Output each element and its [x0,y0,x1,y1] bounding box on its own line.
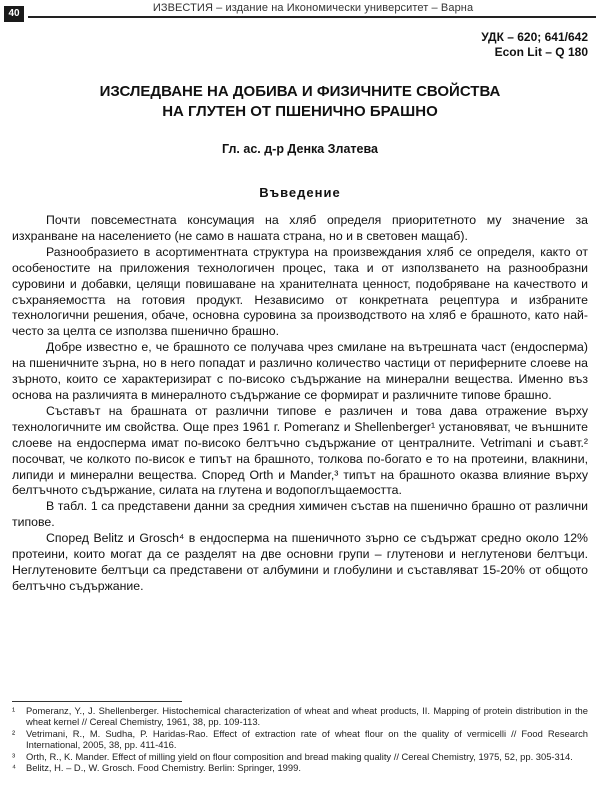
footnote-number: ⁴ [12,762,17,774]
footnote [12,728,588,751]
footnote-text: Belitz, H. – D., W. Grosch. Food Chemistry. Berlin: Springer, 1999. [26,762,301,774]
paragraph: В табл. 1 са представени данни за средния химичен състав на пшенично брашно от различни типове. [12,499,588,530]
footnote-number: ² [12,727,16,739]
article-body [12,213,588,595]
paragraph: Почти повсеместната консумация на хляб определя приоритетното му значение за изхранване на населението (не само в нашата страна, но и в световен мащаб). [12,213,588,243]
paragraph: Добре известно е, че брашното се получава чрез смилане на вътрешната част (ендосперма) на пшеничните зърна, но в него попадат и различно количество частици от периферните слоеве на зърното, които се характеризират с по-високо съдържание на минерални вещества. Именно въз основа на различията в минералното съдържание се формират и различните типове брашно. [12,340,588,402]
econlit-code: Econ Lit – Q 180 [494,45,588,59]
footnote-text: Pomeranz, Y., J. Shellenberger. Histochemical characterization of wheat and wheat products, II. Mapping of protein distribution in the wheat kernel // Cereal Chemistry, 1961, 38, pp. 109-113. [26,705,588,728]
classification-codes [481,30,588,60]
section-heading: Въведение [259,185,341,200]
header-rule [28,16,596,18]
title-line-2: НА ГЛУТЕН ОТ ПШЕНИЧНО БРАШНО [162,103,438,120]
paragraph: Разнообразието в асортиментната структура на произвеждания хляб се определя, както от особеностите на приложения технологичен процес, така и от използването на разнообразни суровини и добавки, целящи повишаване на хранителната ценност, подобряване на качеството и съхраняемостта на готовия продукт. Независимо от конкретната рецептура и избраните технологични решения, обаче, основна суровина за производството на хляб е брашното, като най-често за целта се използва пшенично брашно. [12,244,588,339]
udk-code: УДК – 620; 641/642 [481,30,588,44]
footnote [12,762,588,773]
running-head: ИЗВЕСТИЯ – издание на Икономически университет – Варна [152,2,474,14]
paragraph: Според Belitz и Grosch⁴ в ендосперма на пшеничното зърно се съдържат средно около 12% протеини, които могат да се разделят на две основни групи – глутенови и неглутенови белтъци. Неглутеновите белтъци са представени от албумини и глобулини и съставляват 15-20% от общото белтъчно съдържание. [12,531,588,593]
footnotes [12,705,588,773]
footnote-number: ¹ [12,705,16,716]
paragraph: Съставът на брашната от различни типове е различен и това дава отражение върху технологичните им свойства. Още през 1961 г. Pomeranz и Shellenberger¹ установяват, че външните слоеве на ендосперма имат по-високо белтъчно съдържание от централните. Vetrimani и съавт.² посочват, че колкото по-висок е типът на брашното, толкова по-богато е то на протеини, влакнини, липиди и минерални вещества. Според Orth и Mander,³ типът на брашното оказва влияние върху белтъчното съдържание, силата на глутена и водопоглъщаемостта. [12,403,588,498]
footnote [12,751,588,762]
footnote-rule [12,701,182,702]
footnote [12,705,588,728]
footnote-text: Orth, R., K. Mander. Effect of milling yield on flour composition and bread making quality // Cereal Chemistry, 1975, 52, pp. 305-314. [26,750,573,762]
title-line-1: ИЗСЛЕДВАНЕ НА ДОБИВА И ФИЗИЧНИТЕ СВОЙСТВА [99,83,501,100]
footnote-number: ³ [12,750,16,762]
footnote-text: Vetrimani, R., M. Sudha, P. Haridas-Rao. Effect of extraction rate of wheat flour on the quality of vermicelli // Food Research International, 2005, 38, pp. 411-416. [26,727,588,751]
article-title [40,82,560,122]
page-number: 40 [4,6,24,22]
author-name: Гл. ас. д-р Денка Златева [222,142,378,156]
